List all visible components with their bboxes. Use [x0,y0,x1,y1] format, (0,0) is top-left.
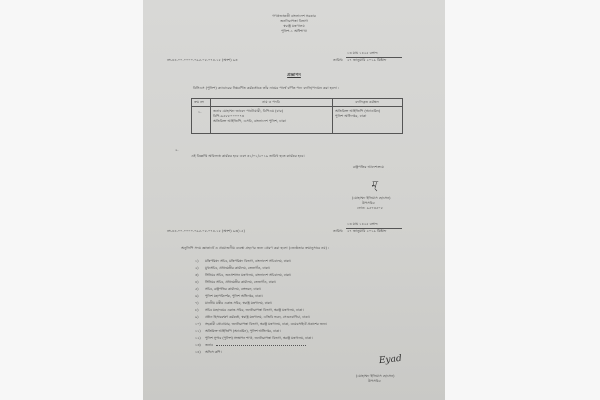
memo-number: নং-৪৪.০০.০০০০.০৯৫.০৫.০৭৪.১৫ (অংশ) ৯৩ [167,58,238,62]
list-item: ১৪) অফিস কপি। [195,350,222,354]
row-new-office: পুলিশ অধিদপ্তর, ঢাকা [335,114,367,118]
signer-name: (মোহাম্মদ ইলিয়াস হোসেন) [352,196,391,200]
para-2-number: ২. [175,148,179,152]
list-item: ৫) সচিব, রাষ্ট্রপতির কার্যালয়, বঙ্গভবন, ঢাকা। [195,287,262,291]
row-name: জনাব মোহাম্মদ জাবেদ পাটোয়ারী, বিপিএম (বার) [213,109,283,113]
list-item: ৬) পুলিশ মহাপরিদর্শক, পুলিশ অধিদপ্তর, ঢাকা। [195,294,263,298]
row-serial: ১. [198,110,202,114]
list-item: ১) মন্ত্রিপরিষদ সচিব, মন্ত্রিপরিষদ বিভাগ, বাংলাদেশ সচিবালয়, ঢাকা। [195,259,292,263]
header-line-2: জননিরাপত্তা বিভাগ [280,19,308,23]
row-current-post: অতিরিক্ত আইজিপি, এসবি, বাংলাদেশ পুলিশ, ঢাকা [213,119,287,123]
scanned-document [143,0,445,400]
notice-title: প্রজ্ঞাপন [287,72,301,77]
header-line-1: গণপ্রজাতন্ত্রী বাংলাদেশ সরকার [272,14,316,18]
memo-2-date-divider [346,228,402,229]
list-item: ২) মুখ্যসচিব, প্রধানমন্ত্রীর কার্যালয়, তেজগাঁও, ঢাকা। [195,266,271,270]
signer-title: উপসচিব [362,201,375,205]
memo-2-date-bangla: ১৩ মাঘ ১৪২৫ বঙ্গাব্দ [347,222,378,226]
date-label: তারিখ: [333,58,344,62]
row-id: বিপি-৬৫৮৮০০০০৭৩ [213,114,245,118]
memo-2-date-label: তারিখ: [333,229,344,233]
list-item: ৩) সিনিয়র সচিব, জনপ্রশাসন মন্ত্রণালয়, বাংলাদেশ সচিবালয়, ঢাকা। [195,273,292,277]
header-line-3: স্বরাষ্ট্র মন্ত্রণালয় [283,24,305,28]
signer-phone: ফোন: ৯৫৭৩৫০৫ [357,206,383,210]
copy-intro: অনুলিপি সদয় জ্ঞাতার্থে ও প্রয়োজনীয় ব্যবস্থা গ্রহণের জন্য প্রেরণ করা হলো (জ্যেষ্ঠতার ক্রমানুসারে নয়) : [181,246,330,250]
list-item: ৪) সিনিয়র সচিব, প্রধানমন্ত্রীর কার্যালয়, তেজগাঁও, ঢাকা। [195,280,277,284]
transfer-table [191,98,403,134]
memo-2-number: নং-৪৪.০০.০০০০.০৯৫.০৫.০৭৪.১৫ (অংশ) ৯৩(১৫) [167,229,245,233]
intro-text: বিসিএস (পুলিশ) ক্যাডারের নিম্নবর্ণিত কর্মকর্তাকে তাঁর নামের পার্শ্বে বর্ণিত পদে বদলি/পদায়ন করা হলো : [193,86,340,90]
list-item: ১১) অতিরিক্ত আইজিপি (অ্যাডমিন), পুলিশ অধিদপ্তর, ঢাকা। [195,329,281,333]
signature-glyph: ম্ [371,180,377,191]
para-2-text: এই বিজ্ঞপ্তি অবিলম্বে কার্যকর হবে এবং ৩১/০১/২০১৯ তারিখ হতে কার্যকর হবে। [191,154,305,158]
list-item: ১২) পুলিশ সুপার (পুলিশ) সংস্থাপন শাখা, জননিরাপত্তা বিভাগ, স্বরাষ্ট্র মন্ত্রণালয়, ঢাকা। [195,336,313,340]
date-english: ২৭ জানুয়ারি ২০১৯ খ্রিষ্টাব্দ [347,58,387,62]
col-serial-header: ক্রম নং [194,100,204,104]
signer-2-name: (মোহাম্মদ ইলিয়াস হোসেন) [356,374,395,378]
list-item: ৮) সচিব মহোদয়ের একান্ত সচিব, জননিরাপত্তা বিভাগ, স্বরাষ্ট্র মন্ত্রণালয়, ঢাকা। [195,308,304,312]
list-item: ১০) সহকারী প্রোগ্রামার, জননিরাপত্তা বিভাগ, স্বরাষ্ট্র মন্ত্রণালয়, ঢাকা, ওয়েবসাইটে প্রকাশের জন্য। [195,322,327,326]
row-new-post: অতিরিক্ত আইজিপি (অ্যাডমিন) [335,109,381,113]
date-divider [346,57,402,58]
memo-2-date-english: ২৭ জানুয়ারি ২০১৯ খ্রিষ্টাব্দ [347,229,387,233]
header-line-4: পুলিশ-১ অধিশাখা [281,29,307,33]
date-bangla: ১৩ মাঘ ১৪২৫ বঙ্গাব্দ [347,51,378,55]
list-item: ১৩) জনাব [195,343,306,348]
handwritten-signature: Eyad [378,353,403,367]
order-line: রাষ্ট্রপতির আদেশক্রমে [353,165,384,169]
signer-2-title: উপসচিব [368,379,381,383]
col-destination-header: বদলিকৃত কর্মস্থল [355,100,379,104]
list-item: ৭) মাননীয় মন্ত্রীর একান্ত সচিব, স্বরাষ্ট্র মন্ত্রণালয়, ঢাকা। [195,301,273,305]
list-item: ৯) প্রধান হিসাবরক্ষণ কর্মকর্তা, স্বরাষ্ট্র মন্ত্রণালয়, এজিবি ভবন, সেগুনবাগিচা, ঢাকা। [195,315,310,319]
col-name-header: নাম ও পদবি [262,100,280,104]
